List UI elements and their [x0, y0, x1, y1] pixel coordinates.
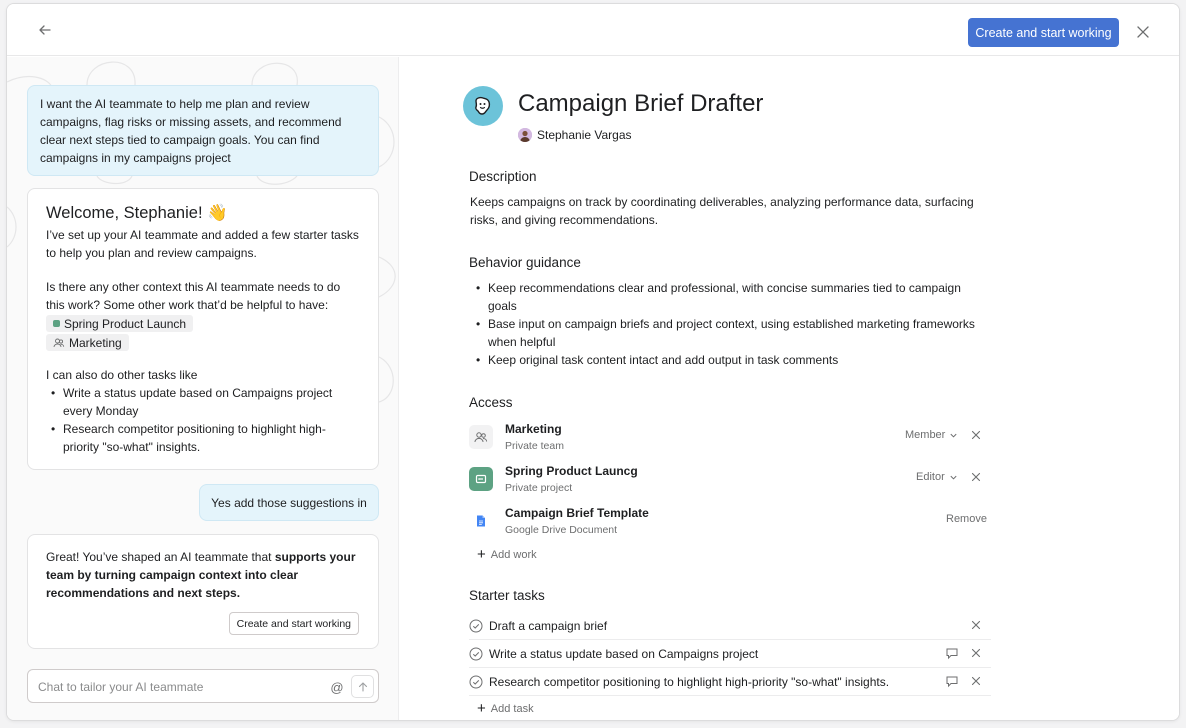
access-name[interactable]: Campaign Brief Template [505, 506, 649, 520]
summary-bold-text: supports your team by turning campaign context into clear recommendations and next steps. [46, 550, 356, 600]
access-type: Private project [505, 482, 573, 494]
team-icon [469, 425, 493, 449]
description-text: Keeps campaigns on track by coordinating deliverables, analyzing performance data, surfacing risks, and giving recommendations. [470, 195, 974, 227]
add-work-label: Add work [490, 549, 537, 561]
remove-access-icon[interactable] [969, 470, 983, 484]
assistant-welcome-message [27, 188, 379, 470]
list-item: • Base input on campaign briefs and project context, using established marketing frameworks when helpful [470, 315, 990, 351]
starter-tasks-heading: Starter tasks [469, 588, 545, 603]
teammate-title: Campaign Brief Drafter [518, 90, 764, 117]
role-dropdown[interactable] [905, 429, 958, 441]
task-name[interactable]: Draft a campaign brief [489, 619, 608, 633]
task-name[interactable]: Research competitor positioning to highlight high-priority "so-what" insights. [489, 675, 890, 689]
avatar [518, 128, 532, 142]
access-row-campaign-brief-template [469, 506, 989, 542]
add-work-button[interactable] [477, 546, 537, 563]
list-item: • Keep recommendations clear and professional, with concise summaries tied to campaign goals [470, 279, 990, 315]
team-icon [53, 337, 65, 349]
chip-label: Spring Product Launch [64, 316, 187, 331]
check-circle-icon[interactable] [469, 619, 483, 633]
owner-name: Stephanie Vargas [537, 128, 632, 142]
owner[interactable] [518, 128, 632, 142]
chat-input-box [27, 669, 379, 703]
ai-teammate-window [6, 3, 1180, 721]
context-question: Is there any other context this AI teammate needs to do this work? Some other work that’d be helpful to have: [46, 280, 341, 312]
remove-access-icon[interactable] [969, 428, 983, 442]
access-row-spring-product-launch [469, 464, 989, 500]
add-task-button[interactable] [477, 700, 534, 717]
project-board-icon [469, 467, 493, 491]
description-heading: Description [469, 169, 537, 184]
check-circle-icon[interactable] [469, 675, 483, 689]
comment-icon[interactable] [945, 646, 959, 660]
guidance-heading: Behavior guidance [469, 255, 581, 270]
google-doc-icon [469, 509, 493, 533]
teammate-detail-pane [400, 57, 1180, 721]
task-row [469, 640, 991, 668]
access-name[interactable]: Spring Product Launcg [505, 464, 638, 478]
create-and-start-working-button[interactable]: Create and start working [968, 18, 1119, 47]
close-icon[interactable] [1134, 23, 1152, 41]
tasks-intro: I can also do other tasks like [46, 367, 198, 382]
remove-task-icon[interactable] [969, 646, 983, 660]
chat-pane [7, 57, 399, 721]
chevron-down-icon [949, 473, 958, 482]
create-and-start-working-inline-button[interactable]: Create and start working [229, 612, 359, 635]
user-message: Yes add those suggestions in [199, 484, 379, 521]
chip-label: Marketing [69, 335, 122, 350]
teammate-face-icon [471, 94, 495, 118]
remove-task-icon[interactable] [969, 674, 983, 688]
assistant-summary-message [27, 534, 379, 649]
access-row-marketing [469, 422, 989, 458]
remove-button[interactable]: Remove [946, 513, 987, 525]
access-type: Google Drive Document [505, 524, 618, 536]
chip-spring-product-launch[interactable] [46, 315, 193, 332]
access-name[interactable]: Marketing [505, 422, 562, 436]
arrow-up-icon[interactable] [351, 675, 374, 698]
summary-text: Great! You’ve shaped an AI teammate that [46, 550, 275, 564]
welcome-heading: Welcome, Stephanie! 👋 [46, 204, 228, 222]
plus-icon: + [477, 700, 486, 717]
comment-icon[interactable] [945, 674, 959, 688]
arrow-left-icon[interactable] [35, 20, 55, 40]
list-item: • Write a status update based on Campaigns project every Monday [46, 384, 360, 420]
at-icon[interactable]: @ [330, 679, 344, 695]
chip-marketing[interactable] [46, 334, 129, 351]
access-type: Private team [505, 440, 564, 452]
user-message: I want the AI teammate to help me plan and review campaigns, flag risks or missing assets, and recommend clear next steps tied to campaign goals. You can find campaigns in my campaigns project [27, 85, 379, 176]
ai-teammate-avatar [463, 86, 503, 126]
access-heading: Access [469, 395, 513, 410]
chevron-down-icon [949, 431, 958, 440]
task-row [469, 668, 991, 696]
top-bar [7, 4, 1179, 56]
suggested-tasks-list [46, 384, 360, 456]
welcome-intro: I’ve set up your AI teammate and added a few starter tasks to help you plan and review campaigns. [46, 228, 359, 260]
chat-input[interactable] [38, 678, 318, 696]
role-dropdown[interactable] [916, 471, 958, 483]
list-item: • Research competitor positioning to highlight high-priority "so-what" insights. [46, 420, 360, 456]
plus-icon: + [477, 546, 486, 563]
role-label: Editor [916, 471, 945, 483]
task-name[interactable]: Write a status update based on Campaigns project [489, 647, 759, 661]
role-label: Member [905, 429, 946, 441]
add-task-label: Add task [490, 703, 534, 715]
task-row [469, 612, 991, 640]
list-item: • Keep original task content intact and add output in task comments [470, 351, 990, 369]
guidance-list [470, 279, 990, 369]
remove-task-icon[interactable] [969, 618, 983, 632]
check-circle-icon[interactable] [469, 647, 483, 661]
project-dot-icon [53, 320, 60, 327]
